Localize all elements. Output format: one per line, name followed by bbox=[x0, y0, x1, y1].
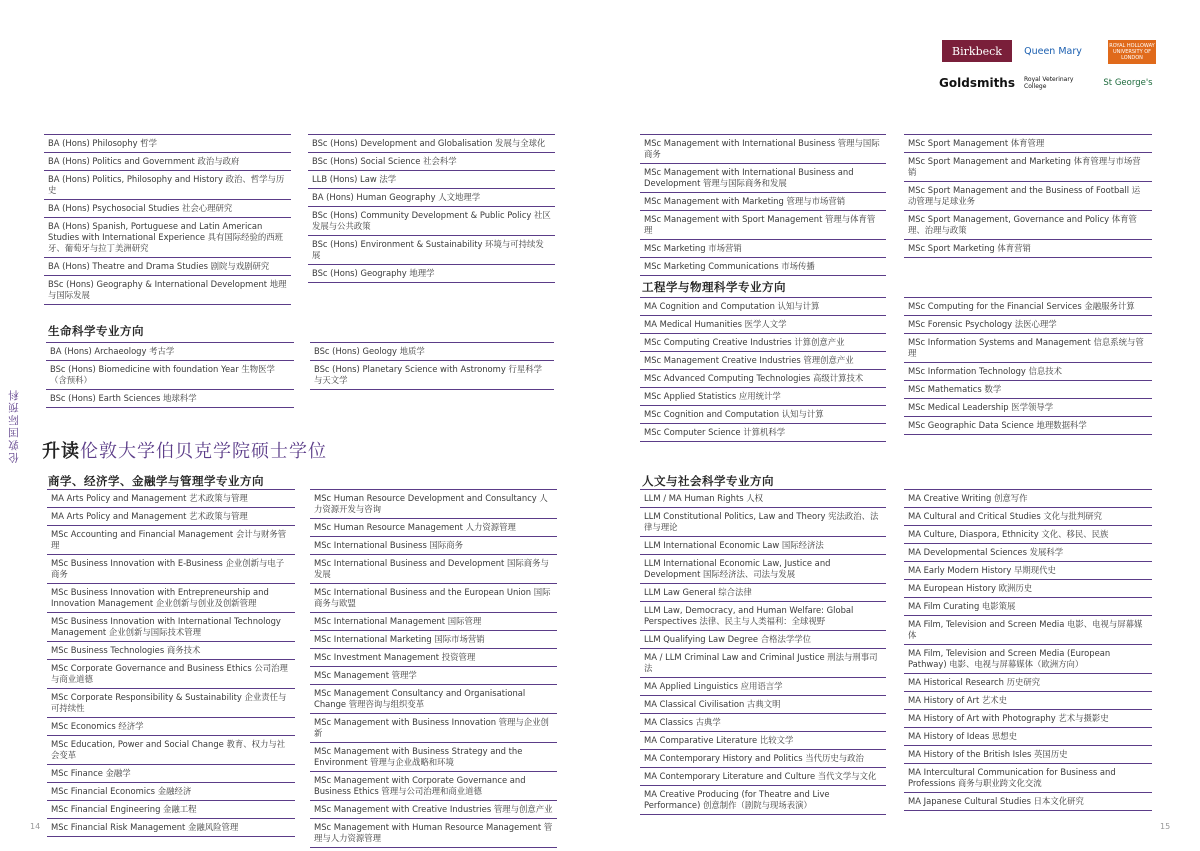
life-science-list-2 bbox=[310, 342, 554, 390]
course-item: LLB (Hons) Law 法学 bbox=[308, 171, 555, 189]
top-left-list-1 bbox=[44, 134, 291, 305]
course-item: MSc Financial Economics 金融经济 bbox=[47, 783, 295, 801]
humanities-list-1 bbox=[640, 489, 886, 815]
course-item: BA (Hons) Human Geography 人文地理学 bbox=[308, 189, 555, 207]
business-list-1 bbox=[47, 489, 295, 837]
course-item: MSc Corporate Responsibility & Sustainability 企业责任与可持续性 bbox=[47, 689, 295, 718]
course-item: MA Film, Television and Screen Media 电影、电视与屏幕媒体 bbox=[904, 616, 1152, 645]
course-item: MSc Sport Management and the Business of Football 运动管理与足球业务 bbox=[904, 182, 1152, 211]
course-item: MSc Sport Management, Governance and Policy 体育管理、治理与政策 bbox=[904, 211, 1152, 240]
rvc-logo: Royal Veterinary College bbox=[1024, 76, 1074, 90]
top-left-list-2 bbox=[308, 134, 555, 283]
course-item: MA Arts Policy and Management 艺术政策与管理 bbox=[47, 490, 295, 508]
royal-holloway-logo: ROYAL HOLLOWAY UNIVERSITY OF LONDON bbox=[1108, 40, 1156, 64]
course-item: BSc (Hons) Planetary Science with Astronomy 行星科学与天文学 bbox=[310, 361, 554, 390]
course-item: MSc Economics 经济学 bbox=[47, 718, 295, 736]
course-item: MSc Mathematics 数学 bbox=[904, 381, 1152, 399]
course-item: MSc Management with Corporate Governance and Business Ethics 管理与公司治理和商业道德 bbox=[310, 772, 557, 801]
course-item: BSc (Hons) Biomedicine with foundation Year 生物医学（含预科） bbox=[46, 361, 294, 390]
course-item: MSc Advanced Computing Technologies 高级计算技术 bbox=[640, 370, 886, 388]
course-item: LLM Constitutional Politics, Law and Theory 宪法政治、法律与理论 bbox=[640, 508, 886, 537]
course-item: MA Medical Humanities 医学人文学 bbox=[640, 316, 886, 334]
course-item: MSc International Marketing 国际市场营销 bbox=[310, 631, 557, 649]
course-item: MSc Sport Management 体育管理 bbox=[904, 135, 1152, 153]
course-item: MSc International Management 国际管理 bbox=[310, 613, 557, 631]
course-item: MA Classics 古典学 bbox=[640, 714, 886, 732]
course-item: MSc Management with International Business 管理与国际商务 bbox=[640, 135, 886, 164]
course-item: BSc (Hons) Geology 地质学 bbox=[310, 343, 554, 361]
course-item: MA History of Ideas 思想史 bbox=[904, 728, 1152, 746]
page-number-right: 15 bbox=[1160, 822, 1171, 831]
course-item: MA Arts Policy and Management 艺术政策与管理 bbox=[47, 508, 295, 526]
university-logos bbox=[940, 38, 1162, 102]
course-item: MSc Corporate Governance and Business Ethics 公司治理与商业道德 bbox=[47, 660, 295, 689]
engineering-list-1 bbox=[640, 297, 886, 442]
course-item: BA (Hons) Politics, Philosophy and History 政治、哲学与历史 bbox=[44, 171, 291, 200]
course-item: MSc Education, Power and Social Change 教育、权力与社会变革 bbox=[47, 736, 295, 765]
course-item: MSc Management Creative Industries 管理创意产业 bbox=[640, 352, 886, 370]
course-item: BA (Hons) Theatre and Drama Studies 剧院与戏剧研究 bbox=[44, 258, 291, 276]
course-item: MSc Computer Science 计算机科学 bbox=[640, 424, 886, 442]
course-item: MSc Accounting and Financial Management 会计与财务管理 bbox=[47, 526, 295, 555]
course-item: MA Classical Civilisation 古典文明 bbox=[640, 696, 886, 714]
life-science-heading: 生命科学专业方向 bbox=[48, 324, 144, 338]
right-top-list-1 bbox=[640, 134, 886, 276]
course-item: MSc Management with International Business and Development 管理与国际商务和发展 bbox=[640, 164, 886, 193]
course-item: BSc (Hons) Earth Sciences 地球科学 bbox=[46, 390, 294, 408]
course-item: MSc Forensic Psychology 法医心理学 bbox=[904, 316, 1152, 334]
course-item: MSc Management 管理学 bbox=[310, 667, 557, 685]
course-item: BSc (Hons) Social Science 社会科学 bbox=[308, 153, 555, 171]
course-item: LLM International Economic Law, Justice and Development 国际经济法、司法与发展 bbox=[640, 555, 886, 584]
business-list-2 bbox=[310, 489, 557, 848]
course-item: MSc Management with Human Resource Management 管理与人力资源管理 bbox=[310, 819, 557, 848]
course-item: MSc Management with Creative Industries 管理与创意产业 bbox=[310, 801, 557, 819]
course-item: MSc Financial Risk Management 金融风险管理 bbox=[47, 819, 295, 837]
business-heading: 商学、经济学、金融学与管理学专业方向 bbox=[48, 474, 264, 488]
course-item: MA History of Art 艺术史 bbox=[904, 692, 1152, 710]
course-item: MSc Business Innovation with E-Business 企业创新与电子商务 bbox=[47, 555, 295, 584]
engineering-heading: 工程学与物理科学专业方向 bbox=[642, 280, 786, 294]
course-item: MSc Applied Statistics 应用统计学 bbox=[640, 388, 886, 406]
course-item: MSc Financial Engineering 金融工程 bbox=[47, 801, 295, 819]
course-item: MA Comparative Literature 比较文学 bbox=[640, 732, 886, 750]
course-item: MSc International Business and the European Union 国际商务与欧盟 bbox=[310, 584, 557, 613]
course-item: MSc Computing Creative Industries 计算创意产业 bbox=[640, 334, 886, 352]
course-item: MA Film, Television and Screen Media (European Pathway) 电影、电视与屏幕媒体（欧洲方向） bbox=[904, 645, 1152, 674]
right-top-list-2 bbox=[904, 134, 1152, 258]
course-item: MA Cultural and Critical Studies 文化与批判研究 bbox=[904, 508, 1152, 526]
course-item: BSc (Hons) Environment & Sustainability 环境与可持续发展 bbox=[308, 236, 555, 265]
course-item: MA Applied Linguistics 应用语言学 bbox=[640, 678, 886, 696]
course-item: MSc Information Technology 信息技术 bbox=[904, 363, 1152, 381]
course-item: BA (Hons) Spanish, Portuguese and Latin American Studies with International Experience 具有国际经验的西班牙、葡萄牙与拉丁美洲研究 bbox=[44, 218, 291, 258]
course-item: LLM Law, Democracy, and Human Welfare: Global Perspectives 法律、民主与人类福利：全球视野 bbox=[640, 602, 886, 631]
course-item: BSc (Hons) Geography & International Development 地理与国际发展 bbox=[44, 276, 291, 305]
course-item: MSc Human Resource Management 人力资源管理 bbox=[310, 519, 557, 537]
course-item: MA Early Modern History 早期现代史 bbox=[904, 562, 1152, 580]
course-item: MSc Finance 金融学 bbox=[47, 765, 295, 783]
course-item: MSc Sport Marketing 体育营销 bbox=[904, 240, 1152, 258]
course-item: MA History of the British Isles 英国历史 bbox=[904, 746, 1152, 764]
course-item: MSc Marketing Communications 市场传播 bbox=[640, 258, 886, 276]
humanities-heading: 人文与社会科学专业方向 bbox=[642, 474, 774, 488]
course-item: BSc (Hons) Community Development & Public Policy 社区发展与公共政策 bbox=[308, 207, 555, 236]
course-item: MA / LLM Criminal Law and Criminal Justice 刑法与刑事司法 bbox=[640, 649, 886, 678]
course-item: MA Cognition and Computation 认知与计算 bbox=[640, 298, 886, 316]
course-item: MA European History 欧洲历史 bbox=[904, 580, 1152, 598]
queen-mary-logo: Queen Mary bbox=[1024, 45, 1082, 57]
course-item: MSc Medical Leadership 医学领导学 bbox=[904, 399, 1152, 417]
course-item: BA (Hons) Philosophy 哲学 bbox=[44, 135, 291, 153]
course-item: MSc Computing for the Financial Services 金融服务计算 bbox=[904, 298, 1152, 316]
course-item: LLM Qualifying Law Degree 合格法学学位 bbox=[640, 631, 886, 649]
course-item: MSc Marketing 市场营销 bbox=[640, 240, 886, 258]
course-item: BA (Hons) Archaeology 考古学 bbox=[46, 343, 294, 361]
course-item: MSc International Business 国际商务 bbox=[310, 537, 557, 555]
course-item: BSc (Hons) Geography 地理学 bbox=[308, 265, 555, 283]
main-title-text: 伦敦大学伯贝克学院硕士学位 bbox=[80, 441, 327, 462]
course-item: LLM Law General 综合法律 bbox=[640, 584, 886, 602]
course-item: MSc Management Consultancy and Organisational Change 管理咨询与组织变革 bbox=[310, 685, 557, 714]
course-item: MSc Human Resource Development and Consultancy 人力资源开发与咨询 bbox=[310, 490, 557, 519]
course-item: MSc Management with Sport Management 管理与体育管理 bbox=[640, 211, 886, 240]
course-item: LLM International Economic Law 国际经济法 bbox=[640, 537, 886, 555]
course-item: MA Intercultural Communication for Business and Professions 商务与职业跨文化交流 bbox=[904, 764, 1152, 793]
course-item: MA Film Curating 电影策展 bbox=[904, 598, 1152, 616]
course-item: MA Contemporary Literature and Culture 当代文学与文化 bbox=[640, 768, 886, 786]
humanities-list-2 bbox=[904, 489, 1152, 811]
course-item: MSc Information Systems and Management 信息系统与管理 bbox=[904, 334, 1152, 363]
course-item: BSc (Hons) Development and Globalisation 发展与全球化 bbox=[308, 135, 555, 153]
engineering-list-2 bbox=[904, 297, 1152, 435]
course-item: LLM / MA Human Rights 人权 bbox=[640, 490, 886, 508]
course-item: MA Creative Writing 创意写作 bbox=[904, 490, 1152, 508]
birkbeck-logo: Birkbeck bbox=[942, 40, 1012, 62]
course-item: MSc Investment Management 投资管理 bbox=[310, 649, 557, 667]
course-item: BA (Hons) Politics and Government 政治与政府 bbox=[44, 153, 291, 171]
course-item: MSc International Business and Development 国际商务与发展 bbox=[310, 555, 557, 584]
st-georges-logo: St George's bbox=[1103, 78, 1153, 88]
course-item: MSc Management with Business Innovation 管理与企业创新 bbox=[310, 714, 557, 743]
course-item: MSc Management with Marketing 管理与市场营销 bbox=[640, 193, 886, 211]
life-science-list-1 bbox=[46, 342, 294, 408]
course-item: MSc Business Innovation with Entrepreneurship and Innovation Management 企业创新与创业及创新管理 bbox=[47, 584, 295, 613]
course-item: MSc Business Technologies 商务技术 bbox=[47, 642, 295, 660]
page-number-left: 14 bbox=[30, 822, 41, 831]
course-item: MA Historical Research 历史研究 bbox=[904, 674, 1152, 692]
course-item: MA Contemporary History and Politics 当代历史与政治 bbox=[640, 750, 886, 768]
course-item: MSc Management with Business Strategy and the Environment 管理与企业战略和环境 bbox=[310, 743, 557, 772]
course-item: BA (Hons) Psychosocial Studies 社会心理研究 bbox=[44, 200, 291, 218]
course-item: MA Japanese Cultural Studies 日本文化研究 bbox=[904, 793, 1152, 811]
side-title: 伦敦国际预科 bbox=[8, 388, 20, 463]
course-item: MSc Geographic Data Science 地理数据科学 bbox=[904, 417, 1152, 435]
course-item: MSc Sport Management and Marketing 体育管理与市场营销 bbox=[904, 153, 1152, 182]
course-item: MA Developmental Sciences 发展科学 bbox=[904, 544, 1152, 562]
main-title bbox=[42, 437, 327, 463]
main-title-prefix: 升读 bbox=[42, 441, 80, 462]
course-item: MSc Business Innovation with International Technology Management 企业创新与国际技术管理 bbox=[47, 613, 295, 642]
course-item: MA History of Art with Photography 艺术与摄影史 bbox=[904, 710, 1152, 728]
course-item: MA Culture, Diaspora, Ethnicity 文化、移民、民族 bbox=[904, 526, 1152, 544]
goldsmiths-logo: Goldsmiths bbox=[939, 76, 1015, 90]
course-item: MA Creative Producing (for Theatre and Live Performance) 创意制作（剧院与现场表演） bbox=[640, 786, 886, 815]
course-item: MSc Cognition and Computation 认知与计算 bbox=[640, 406, 886, 424]
